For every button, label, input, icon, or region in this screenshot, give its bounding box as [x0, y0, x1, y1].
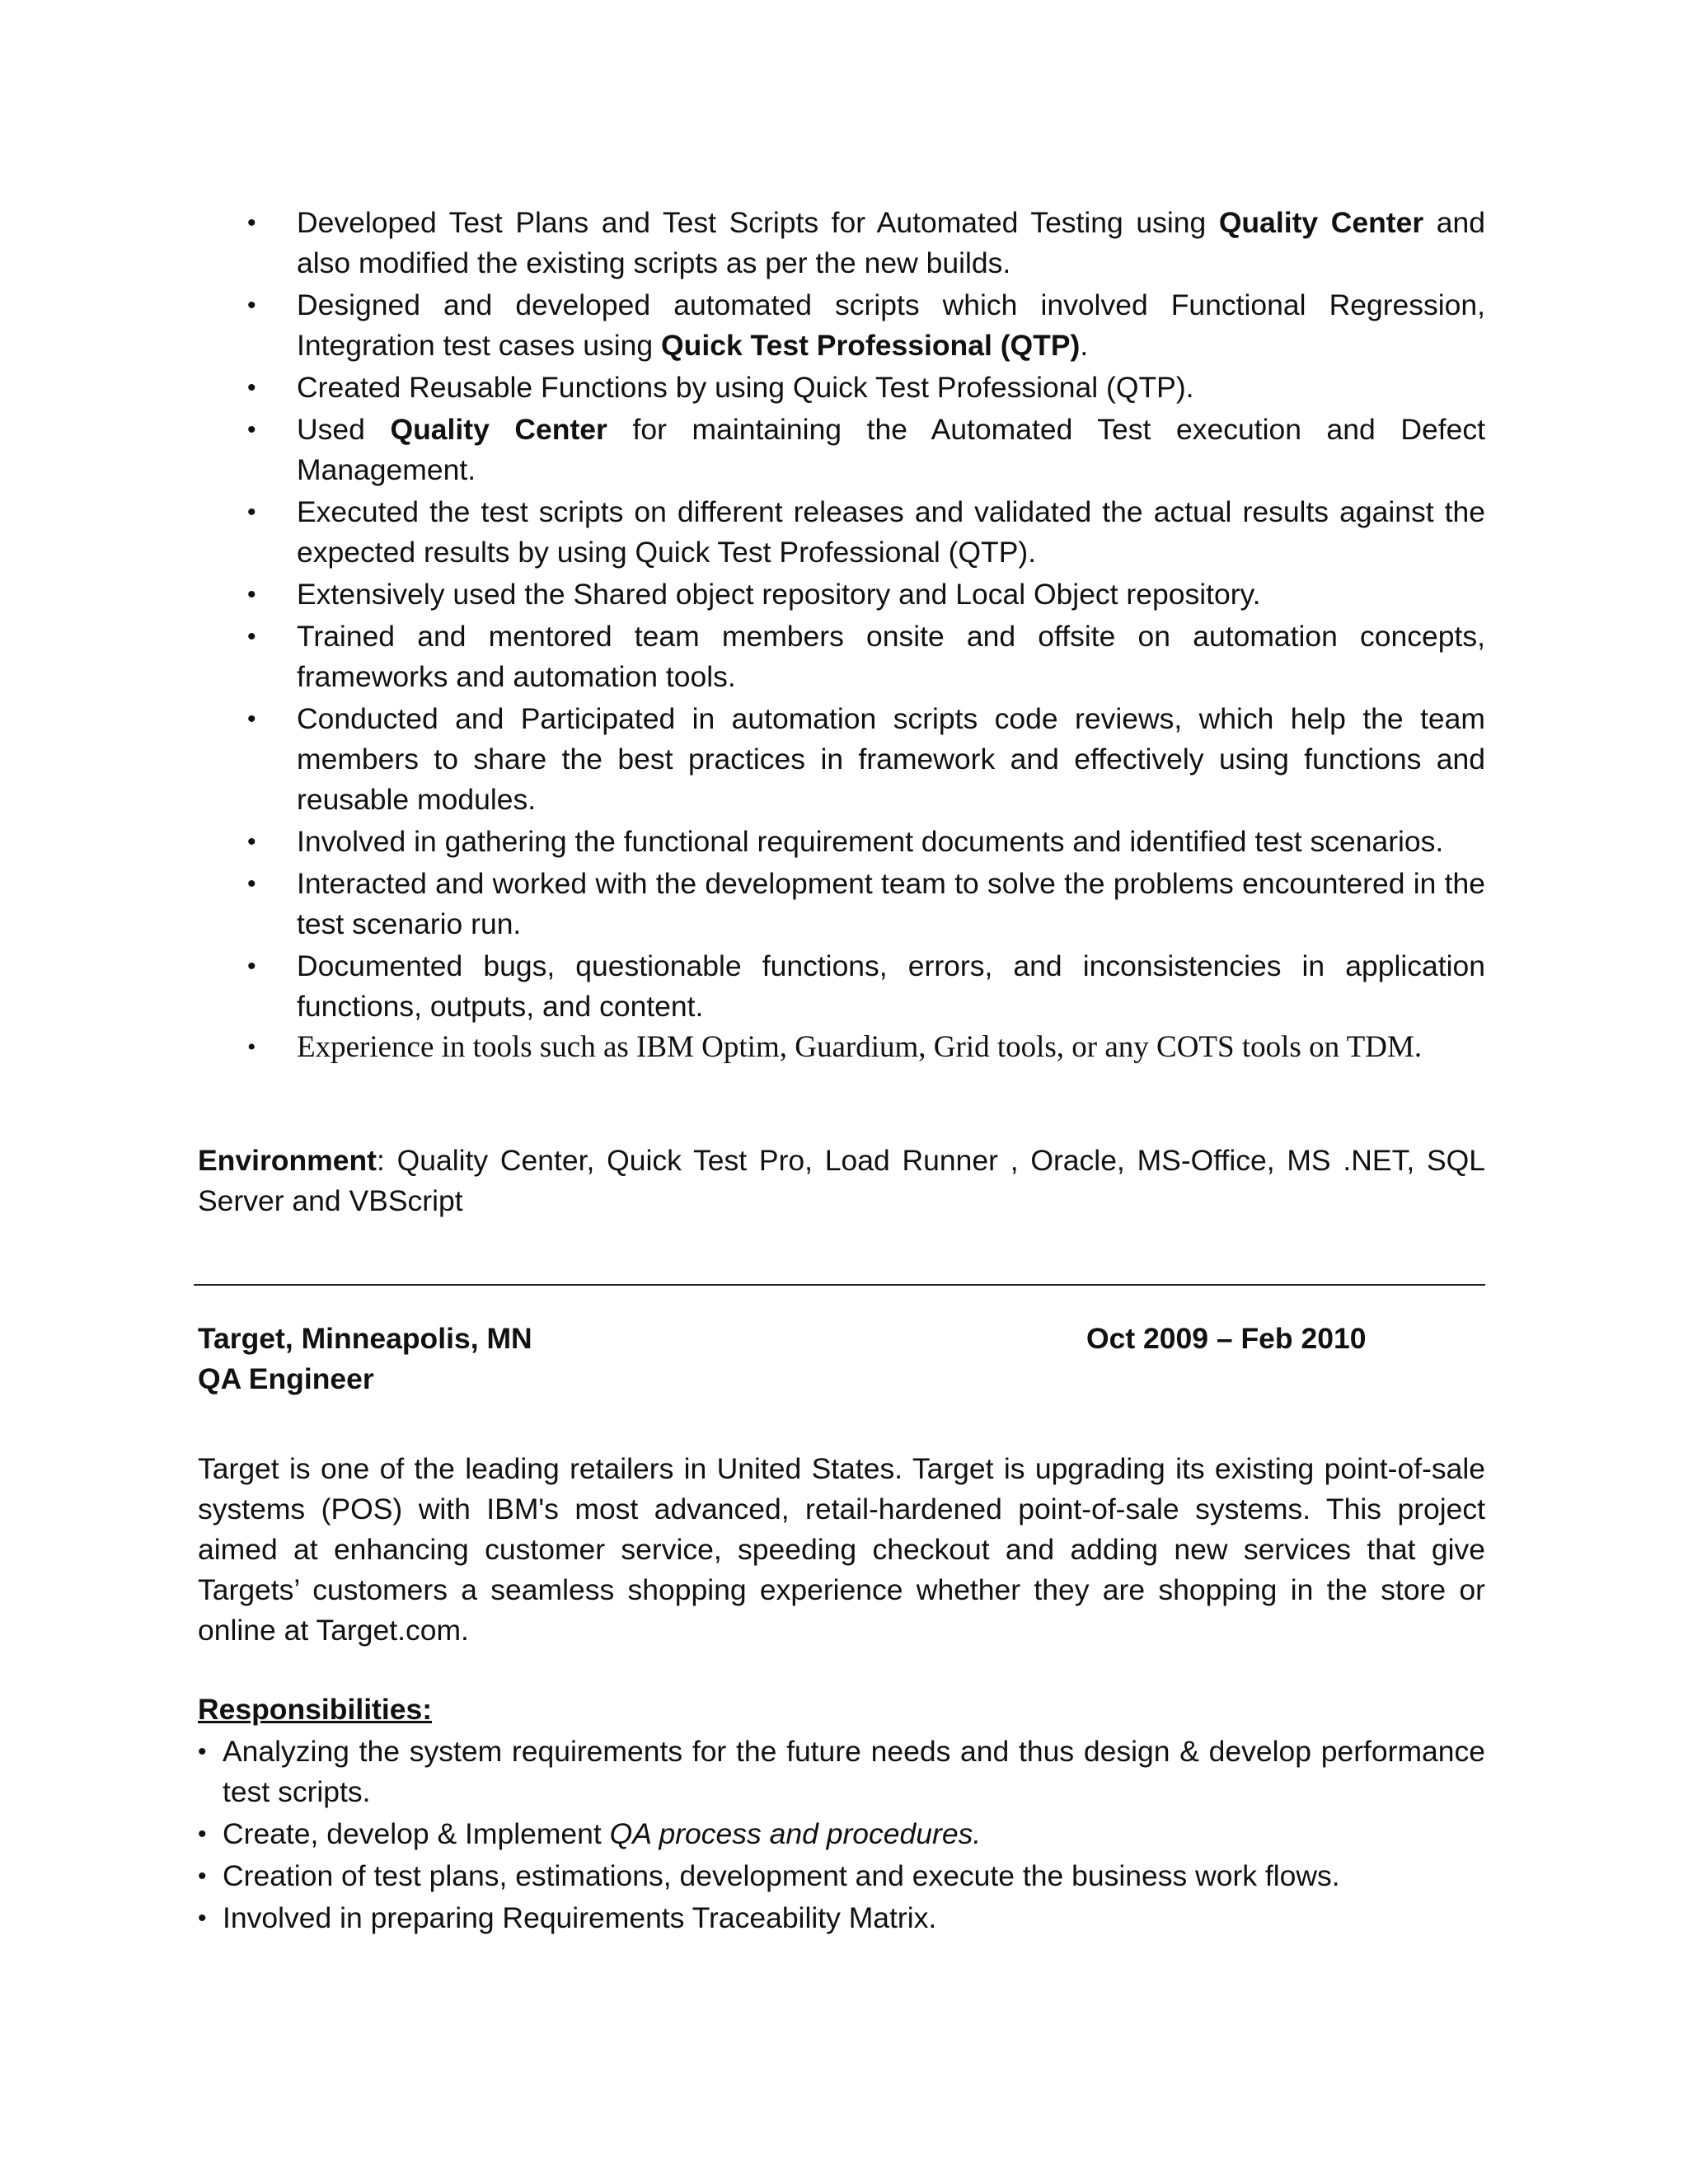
item-text: Designed and developed automated scripts which involved Functional Regression, Integration test cases using	[297, 288, 1485, 362]
list-item	[198, 616, 1485, 697]
bullet-icon: •	[198, 1863, 207, 1890]
company-location: Target, Minneapolis, MN	[198, 1322, 532, 1355]
bullet-icon: •	[247, 705, 256, 733]
bullet-icon: •	[247, 623, 256, 650]
item-text: Used	[297, 413, 391, 446]
job-header	[198, 1319, 1485, 1359]
list-item	[198, 1029, 1485, 1066]
previous-job-section	[198, 203, 1485, 1221]
bullet-icon: •	[247, 499, 256, 526]
bullet-icon: •	[198, 1821, 207, 1848]
item-text: .	[1080, 329, 1089, 362]
list-item	[198, 864, 1485, 944]
list-item	[198, 946, 1485, 1027]
italic-text: QA process and procedures.	[609, 1817, 982, 1850]
bullet-icon: •	[247, 870, 256, 898]
responsibilities-list	[198, 1732, 1485, 1940]
list-item	[198, 1898, 1485, 1938]
item-text: Developed Test Plans and Test Scripts for Automated Testing using	[297, 206, 1219, 239]
item-text: Analyzing the system requirements for the future needs and thus design & develop performance test scripts.	[223, 1735, 1485, 1808]
bullet-icon: •	[247, 292, 256, 319]
list-item	[198, 492, 1485, 573]
section-divider	[194, 1284, 1485, 1286]
bullet-icon: •	[247, 1033, 256, 1061]
responsibility-list	[198, 203, 1485, 1066]
bullet-icon: •	[247, 581, 256, 608]
environment-label: Environment	[198, 1144, 377, 1177]
item-text: and also modified the existing scripts as per the new builds.	[297, 206, 1485, 279]
bullet-icon: •	[247, 374, 256, 401]
list-item	[198, 1856, 1485, 1896]
item-text: Trained and mentored team members onsite and offsite on automation concepts, frameworks and automation tools.	[297, 620, 1485, 693]
list-item	[198, 574, 1485, 615]
bullet-icon: •	[247, 416, 256, 443]
list-item	[198, 203, 1485, 284]
bullet-icon: •	[247, 953, 256, 980]
environment-text: : Quality Center, Quick Test Pro, Load Runner , Oracle, MS-Office, MS .NET, SQL Server and VBScript	[198, 1144, 1485, 1217]
job-title: QA Engineer	[198, 1362, 374, 1395]
bold-text: Quality Center	[1218, 206, 1424, 239]
list-item	[198, 822, 1485, 862]
bullet-icon: •	[247, 209, 256, 237]
list-item	[198, 368, 1485, 408]
responsibilities-heading: Responsibilities:	[198, 1693, 433, 1726]
item-text: for maintaining the Automated Test execution and Defect Management.	[297, 413, 1485, 486]
environment-line	[198, 1141, 1485, 1221]
item-text: Created Reusable Functions by using Quick Test Professional (QTP).	[297, 371, 1194, 404]
list-item	[198, 410, 1485, 490]
list-item	[198, 1814, 1485, 1854]
item-text: Create, develop & Implement	[223, 1817, 610, 1850]
list-item	[198, 699, 1485, 820]
item-text: Conducted and Participated in automation scripts code reviews, which help the team members to share the best practices in framework and effectively using functions and reusable modules.	[297, 702, 1485, 816]
item-text: Extensively used the Shared object repository and Local Object repository.	[297, 578, 1261, 611]
item-text: Documented bugs, questionable functions, errors, and inconsistencies in application functions, outputs, and content.	[297, 949, 1485, 1023]
item-text: Executed the test scripts on different releases and validated the actual results against the expected results by using Quick Test Professional (QTP).	[297, 495, 1485, 569]
bullet-icon: •	[198, 1738, 207, 1765]
job-dates: Oct 2009 – Feb 2010	[1086, 1322, 1367, 1355]
list-item	[198, 285, 1485, 366]
item-text: Involved in gathering the functional requirement documents and identified test scenarios.	[297, 825, 1444, 858]
list-item	[198, 1732, 1485, 1812]
item-text: Experience in tools such as IBM Optim, Guardium, Grid tools, or any COTS tools on TDM.	[297, 1030, 1423, 1064]
item-text: Interacted and worked with the development team to solve the problems encountered in the test scenario run.	[297, 867, 1485, 940]
bullet-icon: •	[247, 828, 256, 855]
item-text: Creation of test plans, estimations, development and execute the business work flows.	[223, 1859, 1340, 1892]
item-text: Involved in preparing Requirements Traceability Matrix.	[223, 1901, 937, 1934]
bold-text: Quick Test Professional (QTP)	[661, 329, 1081, 362]
project-description: Target is one of the leading retailers in United States. Target is upgrading its existing point-of-sale systems (POS) with IBM's most advanced, retail-hardened point-of-sale systems. This project aimed at enhancing customer service, speeding checkout and adding new services that give Targets’ customers a seamless shopping experience whether they are shopping in the store or online at Target.com.	[198, 1452, 1485, 1647]
bold-text: Quality Center	[390, 413, 607, 446]
bullet-icon: •	[198, 1905, 207, 1932]
